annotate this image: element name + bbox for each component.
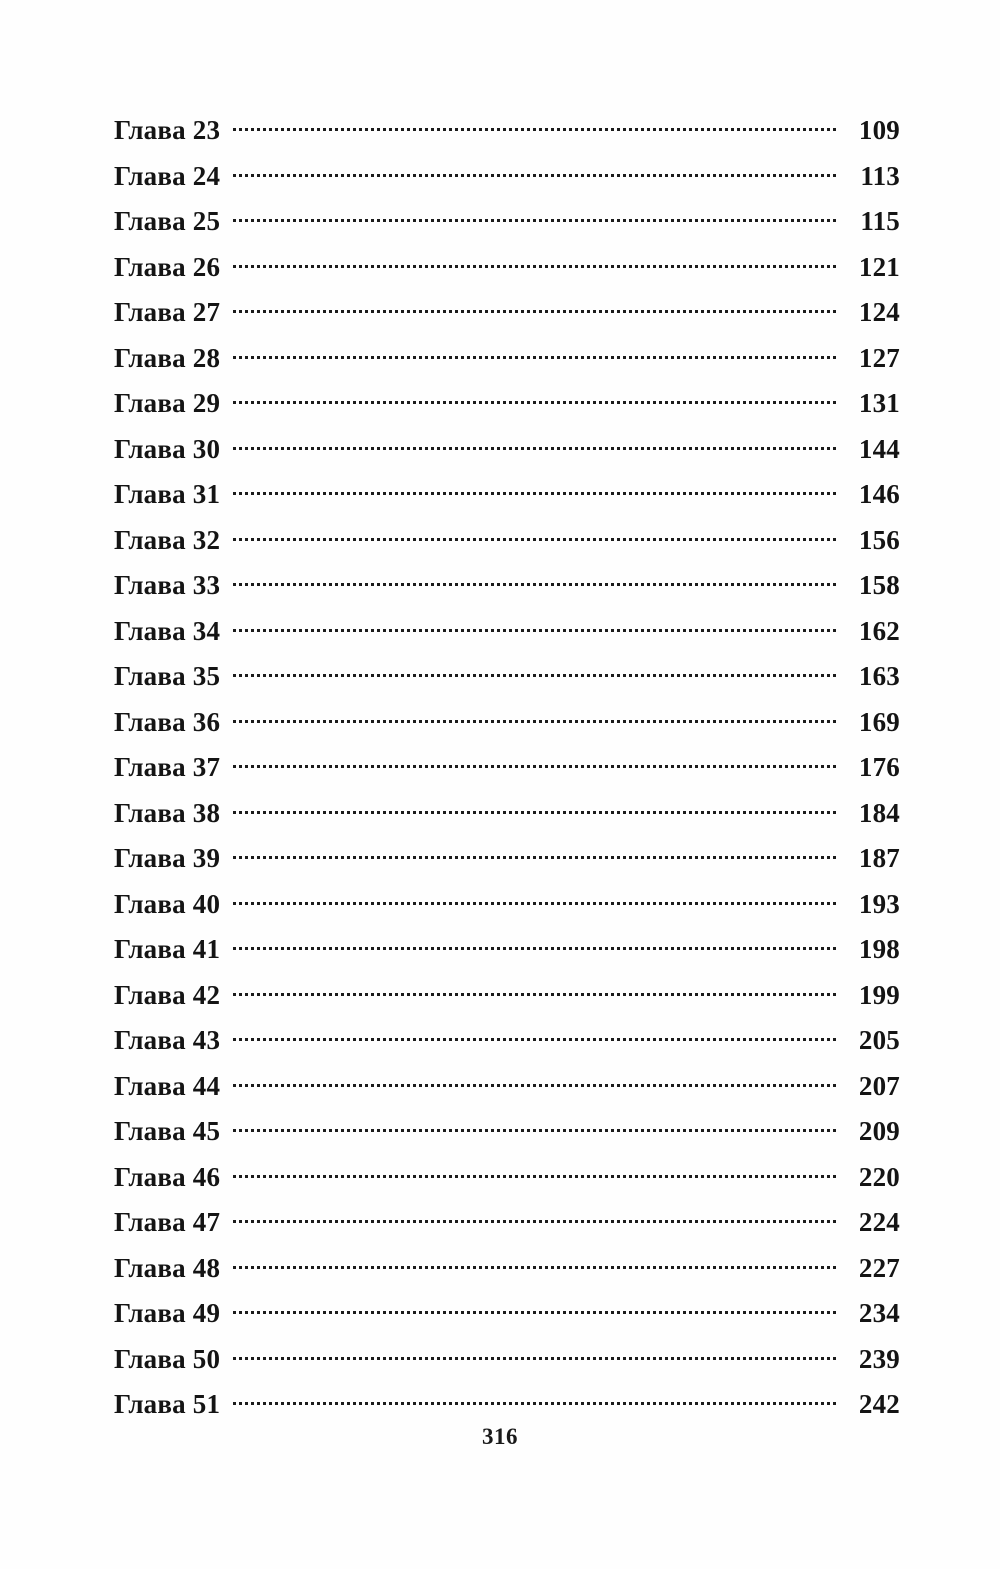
toc-entry-title: Глава 25 bbox=[114, 206, 221, 236]
toc-leader-dots bbox=[233, 749, 836, 776]
toc-entry[interactable] bbox=[114, 112, 900, 158]
toc-entry[interactable] bbox=[114, 294, 900, 340]
toc-entry[interactable] bbox=[114, 1250, 900, 1296]
toc-entry-page-number: 234 bbox=[858, 1298, 900, 1328]
toc-leader-dots bbox=[233, 1022, 836, 1049]
toc-entry[interactable] bbox=[114, 1113, 900, 1159]
toc-entry[interactable] bbox=[114, 249, 900, 295]
toc-leader-dots bbox=[233, 340, 836, 367]
toc-leader-dots bbox=[233, 931, 836, 958]
toc-entry-title: Глава 50 bbox=[114, 1343, 221, 1374]
toc-entry[interactable] bbox=[114, 704, 900, 750]
toc-entry-page-number: 169 bbox=[858, 706, 900, 737]
toc-entry-page-number: 158 bbox=[858, 570, 900, 600]
toc-leader-dots bbox=[233, 112, 836, 139]
toc-leader-dots bbox=[233, 1113, 836, 1140]
toc-entry-title: Глава 40 bbox=[114, 888, 221, 919]
toc-entry-page-number: 224 bbox=[858, 1207, 900, 1237]
toc-leader-dots bbox=[233, 249, 836, 276]
toc-leader-dots bbox=[233, 385, 836, 412]
toc-leader-dots bbox=[233, 1295, 836, 1322]
toc-entry[interactable] bbox=[114, 385, 900, 431]
toc-leader-dots bbox=[233, 476, 836, 503]
toc-leader-dots bbox=[233, 795, 836, 822]
toc-entry-title: Глава 41 bbox=[114, 934, 221, 964]
toc-entry-title: Глава 42 bbox=[114, 979, 221, 1010]
toc-leader-dots bbox=[233, 1386, 836, 1413]
toc-entry-page-number: 242 bbox=[858, 1389, 900, 1419]
toc-entry-title: Глава 39 bbox=[114, 843, 221, 873]
toc-leader-dots bbox=[233, 840, 836, 867]
toc-leader-dots bbox=[233, 658, 836, 685]
toc-entry-page-number: 156 bbox=[858, 524, 900, 555]
toc-entry-title: Глава 33 bbox=[114, 570, 221, 600]
toc-entry[interactable] bbox=[114, 1159, 900, 1205]
toc-entry-page-number: 187 bbox=[858, 843, 900, 873]
toc-entry-title: Глава 48 bbox=[114, 1252, 221, 1283]
toc-entry[interactable] bbox=[114, 749, 900, 795]
toc-entry-page-number: 146 bbox=[858, 479, 900, 509]
toc-entry-title: Глава 51 bbox=[114, 1389, 221, 1419]
toc-entry-title: Глава 36 bbox=[114, 706, 221, 737]
table-of-contents bbox=[114, 112, 900, 1432]
toc-entry-page-number: 121 bbox=[858, 251, 900, 282]
toc-entry-title: Глава 24 bbox=[114, 160, 221, 191]
toc-entry[interactable] bbox=[114, 431, 900, 477]
toc-entry-title: Глава 46 bbox=[114, 1161, 221, 1192]
toc-leader-dots bbox=[233, 567, 836, 594]
toc-entry[interactable] bbox=[114, 1022, 900, 1068]
toc-entry-page-number: 199 bbox=[858, 979, 900, 1010]
toc-leader-dots bbox=[233, 704, 836, 731]
toc-entry-title: Глава 45 bbox=[114, 1116, 221, 1146]
toc-leader-dots bbox=[233, 613, 836, 640]
toc-entry[interactable] bbox=[114, 1295, 900, 1341]
toc-entry-page-number: 163 bbox=[858, 661, 900, 691]
toc-leader-dots bbox=[233, 1341, 836, 1368]
toc-leader-dots bbox=[233, 1250, 836, 1277]
toc-entry-title: Глава 26 bbox=[114, 251, 221, 282]
toc-entry[interactable] bbox=[114, 340, 900, 386]
toc-leader-dots bbox=[233, 522, 836, 549]
toc-leader-dots bbox=[233, 886, 836, 913]
toc-entry[interactable] bbox=[114, 658, 900, 704]
toc-entry[interactable] bbox=[114, 931, 900, 977]
toc-entry-title: Глава 35 bbox=[114, 661, 221, 691]
toc-leader-dots bbox=[233, 1068, 836, 1095]
toc-entry-title: Глава 29 bbox=[114, 388, 221, 418]
toc-entry-page-number: 176 bbox=[858, 752, 900, 782]
toc-entry-page-number: 124 bbox=[858, 297, 900, 327]
toc-entry-page-number: 205 bbox=[858, 1025, 900, 1055]
toc-entry-page-number: 109 bbox=[858, 115, 900, 145]
toc-entry[interactable] bbox=[114, 886, 900, 932]
toc-entry-title: Глава 30 bbox=[114, 433, 221, 464]
toc-entry-title: Глава 43 bbox=[114, 1025, 221, 1055]
toc-entry-page-number: 239 bbox=[858, 1343, 900, 1374]
toc-leader-dots bbox=[233, 203, 836, 230]
toc-entry-title: Глава 28 bbox=[114, 342, 221, 373]
toc-entry-page-number: 113 bbox=[860, 160, 900, 191]
page-number: 316 bbox=[482, 1424, 518, 1449]
toc-entry-page-number: 184 bbox=[858, 797, 900, 828]
toc-entry[interactable] bbox=[114, 522, 900, 568]
toc-entry-title: Глава 34 bbox=[114, 615, 221, 646]
toc-entry-page-number: 127 bbox=[858, 342, 900, 373]
toc-leader-dots bbox=[233, 158, 836, 185]
toc-entry-title: Глава 32 bbox=[114, 524, 221, 555]
toc-entry-title: Глава 23 bbox=[114, 115, 221, 145]
toc-entry-page-number: 198 bbox=[858, 934, 900, 964]
toc-leader-dots bbox=[233, 1204, 836, 1231]
toc-entry[interactable] bbox=[114, 476, 900, 522]
toc-entry[interactable] bbox=[114, 1204, 900, 1250]
toc-entry[interactable] bbox=[114, 795, 900, 841]
toc-entry-page-number: 144 bbox=[858, 433, 900, 464]
toc-entry-page-number: 227 bbox=[858, 1252, 900, 1283]
toc-entry-title: Глава 49 bbox=[114, 1298, 221, 1328]
toc-leader-dots bbox=[233, 431, 836, 458]
toc-entry-title: Глава 38 bbox=[114, 797, 221, 828]
toc-entry-title: Глава 27 bbox=[114, 297, 221, 327]
toc-leader-dots bbox=[233, 977, 836, 1004]
toc-entry-title: Глава 47 bbox=[114, 1207, 221, 1237]
toc-entry-page-number: 115 bbox=[860, 206, 900, 236]
toc-entry[interactable] bbox=[114, 977, 900, 1023]
toc-leader-dots bbox=[233, 294, 836, 321]
toc-entry[interactable] bbox=[114, 158, 900, 204]
toc-entry[interactable] bbox=[114, 203, 900, 249]
toc-entry-page-number: 209 bbox=[858, 1116, 900, 1146]
toc-entry-page-number: 131 bbox=[858, 388, 900, 418]
toc-entry[interactable] bbox=[114, 613, 900, 659]
toc-entry-title: Глава 44 bbox=[114, 1070, 221, 1101]
toc-entry[interactable] bbox=[114, 840, 900, 886]
toc-entry[interactable] bbox=[114, 1341, 900, 1387]
toc-entry-page-number: 220 bbox=[858, 1161, 900, 1192]
toc-entry-page-number: 193 bbox=[858, 888, 900, 919]
toc-entry[interactable] bbox=[114, 1068, 900, 1114]
toc-entry-title: Глава 31 bbox=[114, 479, 221, 509]
toc-entry-page-number: 162 bbox=[858, 615, 900, 646]
toc-leader-dots bbox=[233, 1159, 836, 1186]
toc-entry-title: Глава 37 bbox=[114, 752, 221, 782]
toc-entry-page-number: 207 bbox=[858, 1070, 900, 1101]
toc-entry[interactable] bbox=[114, 567, 900, 613]
